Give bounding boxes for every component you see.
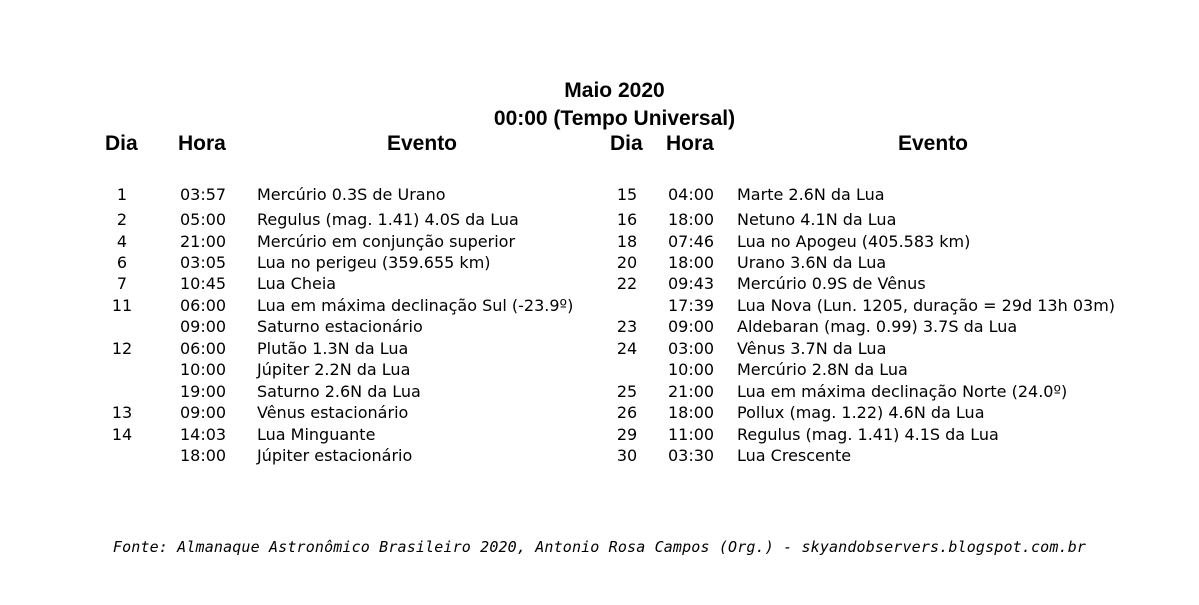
cell-hora-left: 19:00 [180, 382, 227, 401]
cell-evento-right: Regulus (mag. 1.41) 4.1S da Lua [737, 425, 999, 444]
cell-dia-left: 11 [111, 296, 133, 315]
table-row [0, 403, 1199, 425]
header-hora-left: Hora [178, 132, 226, 155]
cell-evento-left: Mercúrio 0.3S de Urano [257, 185, 446, 204]
header-evento-left: Evento [387, 132, 458, 155]
cell-hora-left: 14:03 [180, 425, 227, 444]
cell-hora-left: 21:00 [180, 232, 227, 251]
page-title: Maio 2020 [564, 79, 665, 102]
table-row [0, 185, 1199, 207]
cell-evento-left: Plutão 1.3N da Lua [257, 339, 409, 358]
cell-hora-left: 18:00 [180, 446, 227, 465]
cell-evento-right: Urano 3.6N da Lua [737, 253, 887, 272]
cell-evento-left: Lua em máxima declinação Sul (-23.9º) [257, 296, 574, 315]
cell-evento-left: Lua Minguante [257, 425, 376, 444]
cell-dia-left: 12 [111, 339, 133, 358]
cell-hora-right: 17:39 [668, 296, 715, 315]
header-dia-left: Dia [105, 132, 138, 155]
cell-evento-right: Lua em máxima declinação Norte (24.0º) [737, 382, 1068, 401]
cell-evento-right: Vênus 3.7N da Lua [737, 339, 887, 358]
cell-evento-left: Saturno estacionário [257, 317, 423, 336]
cell-dia-right: 23 [616, 317, 638, 336]
cell-evento-right: Marte 2.6N da Lua [737, 185, 885, 204]
cell-evento-left: Vênus estacionário [257, 403, 409, 422]
cell-evento-right: Lua Nova (Lun. 1205, duração = 29d 13h 03m) [737, 296, 1116, 315]
table-row [0, 360, 1199, 382]
cell-hora-right: 03:30 [668, 446, 715, 465]
cell-hora-right: 09:43 [668, 274, 715, 293]
cell-dia-right: 16 [616, 210, 638, 229]
cell-dia-right: 26 [616, 403, 638, 422]
header-dia-right: Dia [610, 132, 643, 155]
cell-dia-right: 18 [616, 232, 638, 251]
table-row [0, 232, 1199, 254]
header-evento-right: Evento [898, 132, 969, 155]
cell-hora-right: 10:00 [668, 360, 715, 379]
cell-evento-right: Lua Crescente [737, 446, 852, 465]
cell-dia-right: 20 [616, 253, 638, 272]
table-row [0, 339, 1199, 361]
cell-evento-left: Júpiter estacionário [257, 446, 413, 465]
table-row [0, 274, 1199, 296]
cell-hora-left: 09:00 [180, 403, 227, 422]
cell-hora-left: 10:00 [180, 360, 227, 379]
cell-dia-left: 13 [111, 403, 133, 422]
cell-hora-left: 03:05 [180, 253, 227, 272]
table-row [0, 210, 1199, 232]
table-row [0, 446, 1199, 468]
cell-hora-right: 09:00 [668, 317, 715, 336]
cell-dia-right: 24 [616, 339, 638, 358]
cell-dia-left: 1 [116, 185, 128, 204]
cell-hora-right: 18:00 [668, 253, 715, 272]
cell-dia-right: 29 [616, 425, 638, 444]
cell-dia-right: 25 [616, 382, 638, 401]
page-subtitle: 00:00 (Tempo Universal) [493, 107, 736, 130]
table-row [0, 425, 1199, 447]
cell-evento-right: Mercúrio 0.9S de Vênus [737, 274, 926, 293]
cell-evento-left: Lua Cheia [257, 274, 337, 293]
cell-hora-right: 11:00 [668, 425, 715, 444]
cell-hora-left: 05:00 [180, 210, 227, 229]
cell-evento-right: Netuno 4.1N da Lua [737, 210, 897, 229]
cell-dia-right: 30 [616, 446, 638, 465]
cell-evento-right: Aldebaran (mag. 0.99) 3.7S da Lua [737, 317, 1018, 336]
cell-evento-right: Lua no Apogeu (405.583 km) [737, 232, 971, 251]
cell-hora-right: 18:00 [668, 403, 715, 422]
cell-evento-left: Regulus (mag. 1.41) 4.0S da Lua [257, 210, 519, 229]
cell-evento-left: Mercúrio em conjunção superior [257, 232, 516, 251]
cell-hora-left: 06:00 [180, 296, 227, 315]
cell-dia-left: 14 [111, 425, 133, 444]
cell-hora-left: 06:00 [180, 339, 227, 358]
cell-dia-right: 15 [616, 185, 638, 204]
table-row [0, 317, 1199, 339]
cell-hora-right: 21:00 [668, 382, 715, 401]
table-row [0, 382, 1199, 404]
cell-dia-left: 6 [116, 253, 128, 272]
cell-hora-right: 03:00 [668, 339, 715, 358]
table-row [0, 253, 1199, 275]
cell-hora-left: 03:57 [180, 185, 227, 204]
source-footer: Fonte: Almanaque Astronômico Brasileiro 2020, Antonio Rosa Campos (Org.) - skyandobservers.blogspot.com.br [112, 538, 1087, 556]
cell-hora-left: 09:00 [180, 317, 227, 336]
cell-evento-left: Saturno 2.6N da Lua [257, 382, 421, 401]
cell-evento-left: Lua no perigeu (359.655 km) [257, 253, 491, 272]
cell-dia-left: 4 [116, 232, 128, 251]
cell-hora-right: 07:46 [668, 232, 715, 251]
cell-hora-left: 10:45 [180, 274, 227, 293]
cell-dia-right: 22 [616, 274, 638, 293]
cell-evento-right: Mercúrio 2.8N da Lua [737, 360, 908, 379]
header-hora-right: Hora [666, 132, 714, 155]
cell-evento-right: Pollux (mag. 1.22) 4.6N da Lua [737, 403, 985, 422]
cell-hora-right: 18:00 [668, 210, 715, 229]
cell-evento-left: Júpiter 2.2N da Lua [257, 360, 411, 379]
table-row [0, 296, 1199, 318]
cell-dia-left: 7 [116, 274, 128, 293]
cell-hora-right: 04:00 [668, 185, 715, 204]
cell-dia-left: 2 [116, 210, 128, 229]
